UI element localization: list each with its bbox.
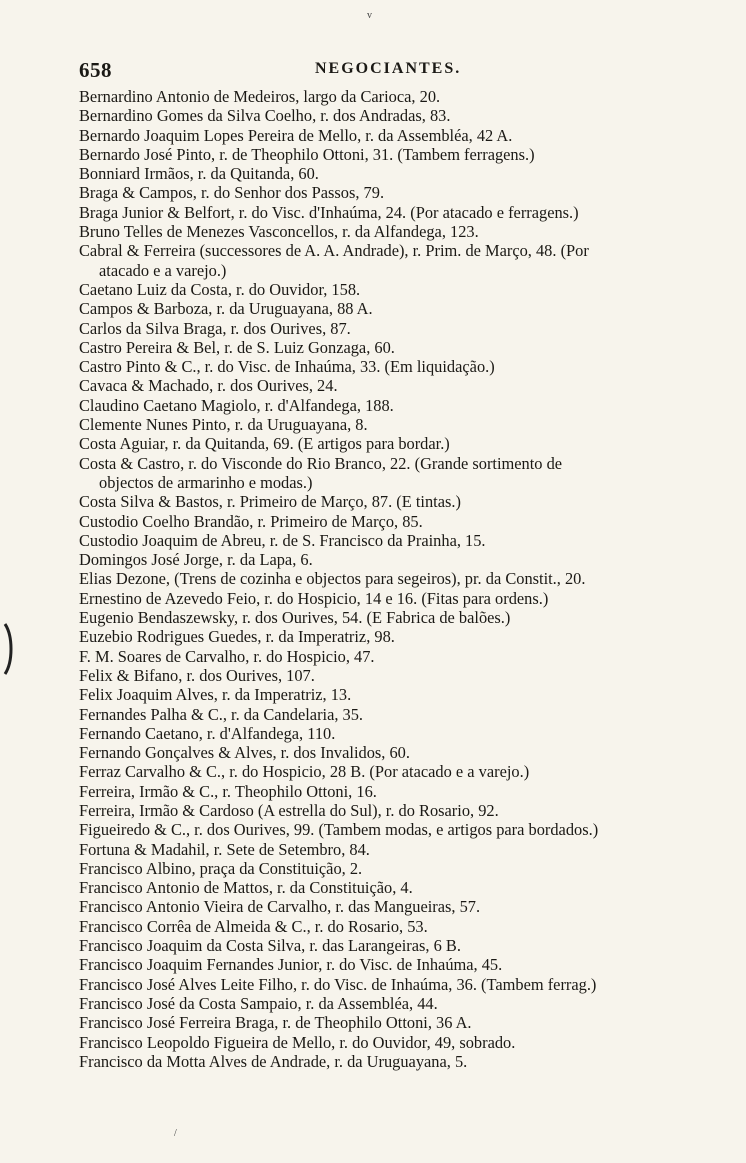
- list-item: [79, 531, 709, 550]
- list-item: [79, 106, 709, 125]
- entry-text: Cabral & Ferreira (successores de A. A. Andrade), r. Prim. de Março, 48. (Por: [79, 241, 589, 261]
- list-item: [79, 164, 709, 183]
- list-item: [79, 975, 709, 994]
- list-item: [79, 647, 709, 666]
- list-item: [79, 183, 709, 202]
- list-item: [79, 87, 709, 106]
- entry-text: Ernestino de Azevedo Feio, r. do Hospicio, 14 e 16. (Fitas para ordens.): [79, 588, 549, 608]
- entry-text: Bernardino Gomes da Silva Coelho, r. dos Andradas, 83.: [79, 106, 451, 126]
- entry-text: Francisco José Alves Leite Filho, r. do Visc. de Inhaúma, 36. (Tambem ferrag.): [79, 974, 597, 994]
- list-item: [79, 743, 709, 762]
- entry-text: Ferreira, Irmão & C., r. Theophilo Ottoni, 16.: [79, 781, 377, 801]
- entry-text: Francisco Leopoldo Figueira de Mello, r. do Ouvidor, 49, sobrado.: [79, 1032, 516, 1052]
- list-item: [79, 376, 709, 395]
- entry-text: Braga & Campos, r. do Senhor dos Passos, 79.: [79, 183, 385, 203]
- list-item: [79, 280, 709, 299]
- list-item: [79, 840, 709, 859]
- list-item: [79, 917, 709, 936]
- entry-text: Bruno Telles de Menezes Vasconcellos, r. da Alfandega, 123.: [79, 222, 479, 242]
- list-item: [79, 434, 709, 453]
- entry-text: Francisco da Motta Alves de Andrade, r. da Uruguayana, 5.: [79, 1051, 468, 1071]
- entry-text: Costa Silva & Bastos, r. Primeiro de Março, 87. (E tintas.): [79, 492, 461, 512]
- list-item: [79, 145, 709, 164]
- list-item: [79, 1052, 709, 1071]
- list-item: [79, 627, 709, 646]
- margin-bracket-mark: [1, 622, 17, 676]
- list-item: [79, 782, 709, 801]
- entry-text: Braga Junior & Belfort, r. do Visc. d'Inhaúma, 24. (Por atacado e ferragens.): [79, 202, 579, 222]
- entry-text: Elias Dezone, (Trens de cozinha e objectos para segeiros), pr. da Constit., 20.: [79, 569, 586, 589]
- entry-text: Bernardo José Pinto, r. de Theophilo Ottoni, 31. (Tambem ferragens.): [79, 144, 535, 164]
- entry-text: Francisco José Ferreira Braga, r. de Theophilo Ottoni, 36 A.: [79, 1013, 472, 1033]
- list-item: [79, 878, 709, 897]
- list-item: [79, 955, 709, 974]
- running-head: NEGOCIANTES.: [315, 60, 462, 77]
- list-item: [79, 241, 709, 280]
- entry-text: Caetano Luiz da Costa, r. do Ouvidor, 158.: [79, 279, 361, 299]
- entry-text: Fortuna & Madahil, r. Sete de Setembro, 84.: [79, 839, 370, 859]
- entry-text: Fernando Caetano, r. d'Alfandega, 110.: [79, 723, 336, 743]
- list-item: [79, 415, 709, 434]
- list-item: [79, 357, 709, 376]
- entry-text: Felix Joaquim Alves, r. da Imperatriz, 13.: [79, 685, 352, 705]
- page-number: 658: [79, 58, 112, 82]
- list-item: [79, 705, 709, 724]
- entry-text: Francisco Joaquim da Costa Silva, r. das Larangeiras, 6 B.: [79, 936, 461, 956]
- list-item: [79, 589, 709, 608]
- entry-text: Custodio Coelho Brandão, r. Primeiro de Março, 85.: [79, 511, 423, 531]
- entry-text: Bernardino Antonio de Medeiros, largo da Carioca, 20.: [79, 87, 441, 106]
- list-item: [79, 762, 709, 781]
- list-item: [79, 685, 709, 704]
- entry-text: Clemente Nunes Pinto, r. da Uruguayana, 8.: [79, 415, 368, 435]
- entry-text: Claudino Caetano Magiolo, r. d'Alfandega, 188.: [79, 395, 394, 415]
- list-item: [79, 820, 709, 839]
- list-item: [79, 936, 709, 955]
- entry-text: Cavaca & Machado, r. dos Ourives, 24.: [79, 376, 338, 396]
- entry-text: Domingos José Jorge, r. da Lapa, 6.: [79, 550, 313, 570]
- page-header: [79, 58, 703, 84]
- entry-text: Fernando Gonçalves & Alves, r. dos Invalidos, 60.: [79, 743, 410, 763]
- list-item: [79, 666, 709, 685]
- entry-text: Bernardo Joaquim Lopes Pereira de Mello, r. da Assembléa, 42 A.: [79, 125, 513, 145]
- list-item: [79, 994, 709, 1013]
- entry-text: Castro Pereira & Bel, r. de S. Luiz Gonzaga, 60.: [79, 337, 395, 357]
- list-item: [79, 1033, 709, 1052]
- list-item: [79, 396, 709, 415]
- list-item: [79, 569, 709, 588]
- list-item: [79, 1013, 709, 1032]
- list-item: [79, 454, 709, 493]
- list-item: [79, 203, 709, 222]
- list-item: [79, 801, 709, 820]
- entry-text: Castro Pinto & C., r. do Visc. de Inhaúma, 33. (Em liquidação.): [79, 357, 495, 377]
- bottom-print-mark: /: [174, 1128, 177, 1139]
- entry-text: Ferraz Carvalho & C., r. do Hospicio, 28 B. (Por atacado e a varejo.): [79, 762, 530, 782]
- list-item: [79, 550, 709, 569]
- entry-text: Felix & Bifano, r. dos Ourives, 107.: [79, 665, 315, 685]
- list-item: [79, 492, 709, 511]
- entry-text: Eugenio Bendaszewsky, r. dos Ourives, 54. (E Fabrica de balões.): [79, 608, 511, 628]
- entry-continuation: atacado e a varejo.): [99, 260, 227, 280]
- entry-text: Figueiredo & C., r. dos Ourives, 99. (Tambem modas, e artigos para bordados.): [79, 820, 599, 840]
- entry-text: Costa Aguiar, r. da Quitanda, 69. (E artigos para bordar.): [79, 434, 450, 454]
- entry-text: Costa & Castro, r. do Visconde do Rio Branco, 22. (Grande sortimento de: [79, 453, 563, 473]
- entry-text: Campos & Barboza, r. da Uruguayana, 88 A.: [79, 299, 373, 319]
- list-item: [79, 299, 709, 318]
- merchant-list: [79, 87, 709, 1071]
- entry-text: Fernandes Palha & C., r. da Candelaria, 35.: [79, 704, 364, 724]
- entry-text: Francisco Albino, praça da Constituição, 2.: [79, 858, 363, 878]
- entry-text: Francisco Antonio de Mattos, r. da Constituição, 4.: [79, 878, 413, 898]
- entry-text: F. M. Soares de Carvalho, r. do Hospicio, 47.: [79, 646, 375, 666]
- list-item: [79, 338, 709, 357]
- entry-text: Bonniard Irmãos, r. da Quitanda, 60.: [79, 164, 319, 184]
- list-item: [79, 222, 709, 241]
- entry-text: Carlos da Silva Braga, r. dos Ourives, 87.: [79, 318, 351, 338]
- entry-continuation: objectos de armarinho e modas.): [99, 472, 313, 492]
- entry-text: Custodio Joaquim de Abreu, r. de S. Francisco da Prainha, 15.: [79, 530, 486, 550]
- top-print-mark: v: [367, 10, 372, 21]
- list-item: [79, 897, 709, 916]
- entry-text: Francisco Antonio Vieira de Carvalho, r. das Mangueiras, 57.: [79, 897, 481, 917]
- entry-text: Francisco Corrêa de Almeida & C., r. do Rosario, 53.: [79, 916, 428, 936]
- entry-text: Ferreira, Irmão & Cardoso (A estrella do Sul), r. do Rosario, 92.: [79, 800, 499, 820]
- list-item: [79, 724, 709, 743]
- list-item: [79, 608, 709, 627]
- list-item: [79, 859, 709, 878]
- entry-text: Francisco Joaquim Fernandes Junior, r. do Visc. de Inhaúma, 45.: [79, 955, 503, 975]
- list-item: [79, 512, 709, 531]
- entry-text: Francisco José da Costa Sampaio, r. da Assembléa, 44.: [79, 993, 438, 1013]
- list-item: [79, 126, 709, 145]
- list-item: [79, 319, 709, 338]
- entry-text: Euzebio Rodrigues Guedes, r. da Imperatriz, 98.: [79, 627, 395, 647]
